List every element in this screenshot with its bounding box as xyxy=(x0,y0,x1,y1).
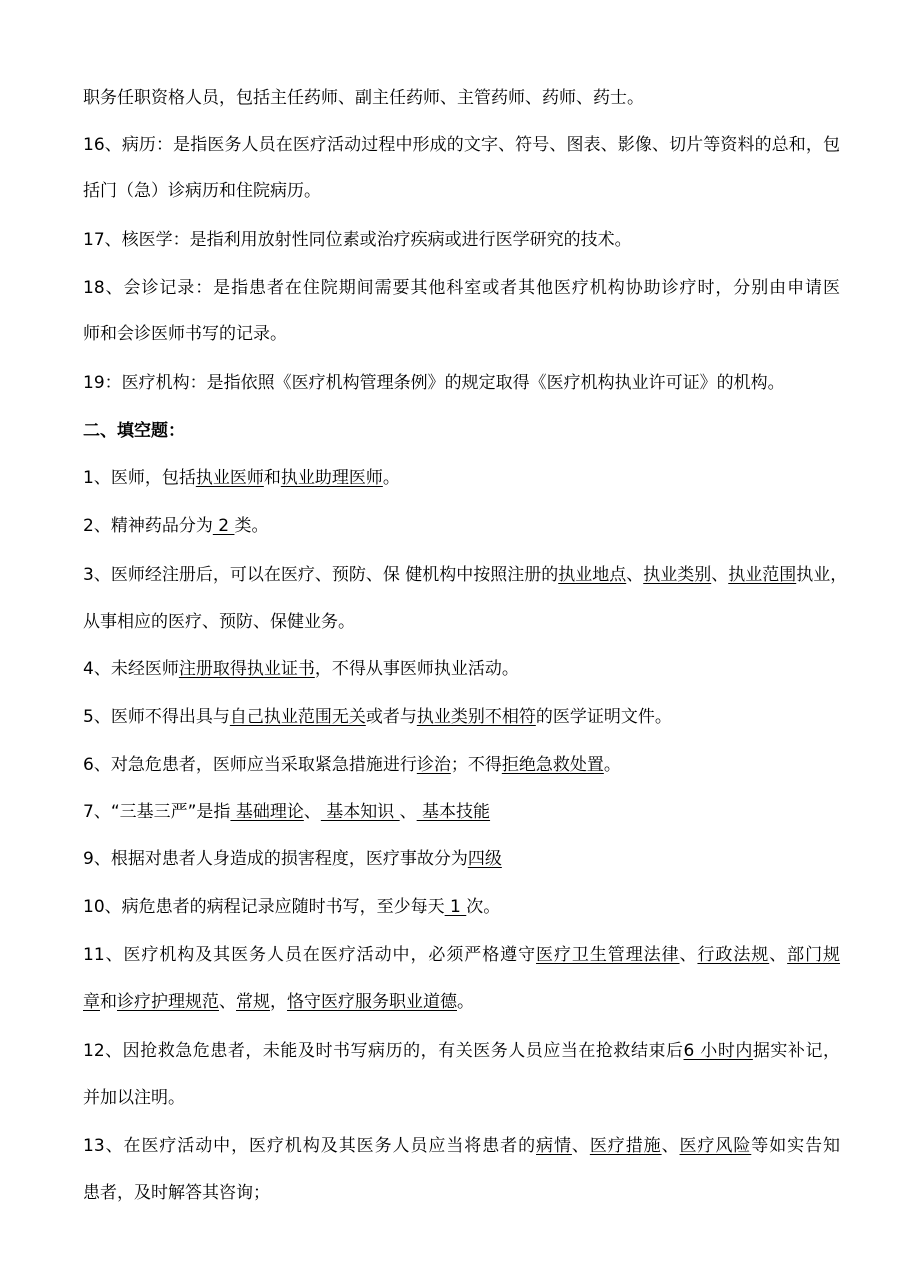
fill-blank-item xyxy=(83,466,840,490)
section-heading xyxy=(83,419,840,443)
answer-blank: 病情 xyxy=(536,1136,572,1156)
text: ，不得从事医师执业活动。 xyxy=(314,659,519,679)
fill-blank-item xyxy=(83,990,840,1014)
answer-blank: 执业范围 xyxy=(728,565,797,585)
text: 2、精神药品分为 xyxy=(83,516,213,536)
text: 。 xyxy=(382,468,400,488)
text-line xyxy=(83,1086,840,1110)
text: 10、病危患者的病程记录应随时书写，至少每天 xyxy=(83,897,445,917)
answer-blank: 执业助理医师 xyxy=(280,468,383,488)
answer-blank: 基本技能 xyxy=(416,802,491,822)
text: 16、病历：是指医务人员在医疗活动过程中形成的文字、符号、图表、影像、切片等资料的总和，包 xyxy=(83,135,840,155)
fill-blank-item xyxy=(83,943,840,967)
fill-blank-item xyxy=(83,753,840,777)
text: 、 xyxy=(626,565,644,585)
text: 12、因抢救急危患者，未能及时书写病历的，有关医务人员应当在抢救结束后 xyxy=(83,1041,684,1061)
answer-blank: 拒绝急救处置 xyxy=(501,755,604,775)
answer-blank: 医疗措施 xyxy=(589,1136,662,1156)
text-line xyxy=(83,228,840,252)
text-line xyxy=(83,1181,840,1205)
text-line xyxy=(83,86,840,110)
text: 13、在医疗活动中，医疗机构及其医务人员应当将患者的 xyxy=(83,1136,537,1156)
answer-blank: 执业医师 xyxy=(195,468,264,488)
text: 7、“三基三严”是指 xyxy=(83,802,231,822)
text: 次。 xyxy=(466,897,501,917)
text: 据实补记， xyxy=(752,1041,840,1061)
fill-blank-item xyxy=(83,895,840,919)
text: 的医学证明文件。 xyxy=(535,707,672,727)
text: 职务任职资格人员，包括主任药师、副主任药师、主管药师、药师、药士。 xyxy=(83,88,644,108)
text: 6、对急危患者，医师应当采取紧急措施进行 xyxy=(83,755,417,775)
text: 1、医师，包括 xyxy=(83,468,196,488)
text-line xyxy=(83,133,840,157)
answer-blank: 医疗卫生管理法律 xyxy=(536,945,680,965)
answer-blank: 执业类别 xyxy=(643,565,712,585)
text: 、 xyxy=(303,802,321,822)
answer-blank: 注册取得执业证书 xyxy=(178,659,315,679)
text: 11、医疗机构及其医务人员在医疗活动中，必须严格遵守 xyxy=(83,945,537,965)
text: 18、会诊记录：是指患者在住院期间需要其他科室或者其他医疗机构协助诊疗时，分别由申请医 xyxy=(83,278,840,298)
text-line xyxy=(83,276,840,300)
text: 3、医师经注册后，可以在医疗、预防、保 健机构中按照注册的 xyxy=(83,565,559,585)
fill-blank-item xyxy=(83,800,840,824)
heading-text: 二、填空题： xyxy=(83,421,185,441)
text: 或者与 xyxy=(365,707,417,727)
text: 、 xyxy=(571,1136,590,1156)
answer-blank: 自己执业范围无关 xyxy=(229,707,366,727)
text: 患者，及时解答其咨询； xyxy=(83,1183,270,1203)
text-line xyxy=(83,371,840,395)
answer-blank: 四级 xyxy=(467,849,502,869)
text: 17、核医学：是指利用放射性同位素或治疗疾病或进行医学研究的技术。 xyxy=(83,230,632,250)
text-line xyxy=(83,179,840,203)
answer-blank: 诊疗护理规范 xyxy=(117,992,219,1012)
text: 等如实告知 xyxy=(751,1136,841,1156)
answer-blank: 章 xyxy=(83,992,100,1012)
text: 、 xyxy=(219,992,236,1012)
answer-blank: 执业地点 xyxy=(558,565,627,585)
fill-blank-item xyxy=(83,1039,840,1063)
answer-blank: 基本知识 xyxy=(320,802,400,822)
answer-blank: 部门规 xyxy=(787,945,841,965)
fill-blank-item xyxy=(83,514,840,538)
fill-blank-item xyxy=(83,657,840,681)
text: 括门（急）诊病历和住院病历。 xyxy=(83,181,321,201)
text: ；不得 xyxy=(450,755,502,775)
text: 、 xyxy=(679,945,698,965)
text: 。 xyxy=(603,755,621,775)
text: 5、医师不得出具与 xyxy=(83,707,230,727)
answer-blank: 1 xyxy=(444,897,467,917)
text: 和 xyxy=(263,468,281,488)
text-line xyxy=(83,610,840,634)
answer-blank: 2 xyxy=(212,516,235,536)
answer-blank: 医疗风险 xyxy=(679,1136,752,1156)
answer-blank: 常规 xyxy=(236,992,270,1012)
text: ， xyxy=(270,992,287,1012)
fill-blank-item xyxy=(83,563,848,587)
text: 师和会诊医师书写的记录。 xyxy=(83,324,287,344)
answer-blank: 基础理论 xyxy=(230,802,304,822)
text-line xyxy=(83,322,840,346)
fill-blank-item xyxy=(83,705,840,729)
answer-blank: 6 小时内 xyxy=(683,1041,753,1061)
text: 、 xyxy=(399,802,417,822)
text: 执业， xyxy=(796,565,848,585)
answer-blank: 执业类别不相符 xyxy=(416,707,536,727)
answer-blank: 行政法规 xyxy=(697,945,770,965)
text: 4、未经医师 xyxy=(83,659,179,679)
text: 并加以注明。 xyxy=(83,1088,185,1108)
text: 和 xyxy=(100,992,117,1012)
answer-blank: 恪守医疗服务职业道德 xyxy=(287,992,457,1012)
fill-blank-item xyxy=(83,847,840,871)
text: 、 xyxy=(661,1136,680,1156)
text: 、 xyxy=(711,565,729,585)
answer-blank: 诊治 xyxy=(416,755,451,775)
text: 19：医疗机构：是指依照《医疗机构管理条例》的规定取得《医疗机构执业许可证》的机构。 xyxy=(83,373,785,393)
text: 、 xyxy=(769,945,788,965)
text: 类。 xyxy=(234,516,269,536)
text: 9、根据对患者人身造成的损害程度，医疗事故分为 xyxy=(83,849,468,869)
fill-blank-item xyxy=(83,1134,840,1158)
text: 从事相应的医疗、预防、保健业务。 xyxy=(83,612,355,632)
text: 。 xyxy=(457,992,474,1012)
